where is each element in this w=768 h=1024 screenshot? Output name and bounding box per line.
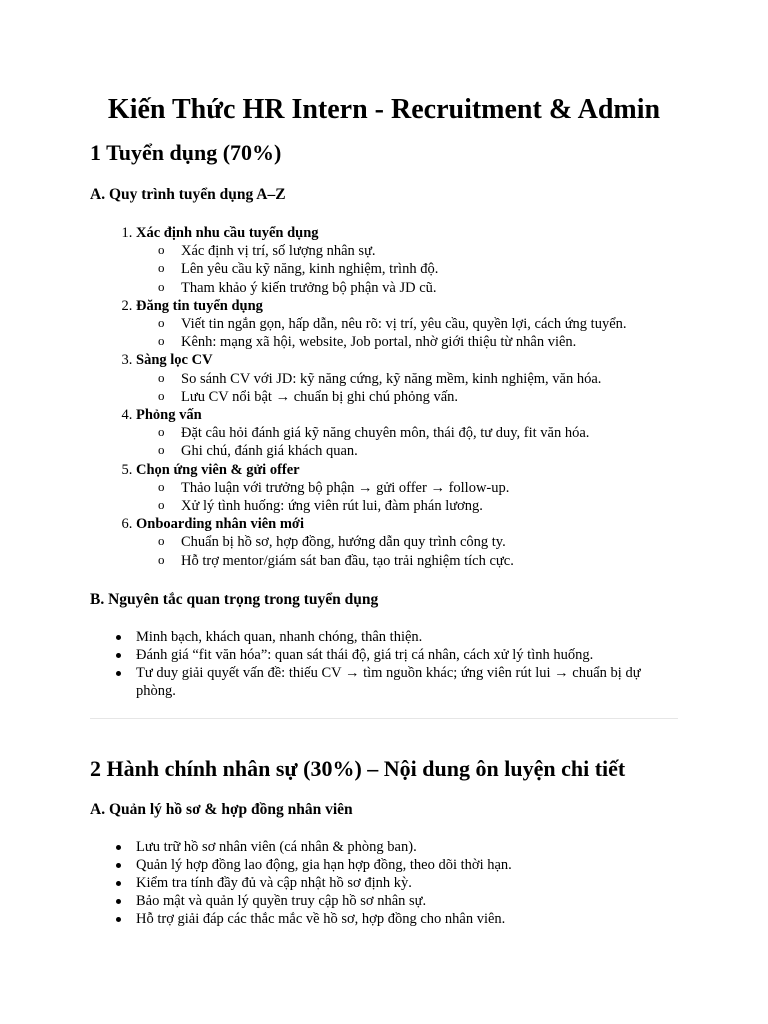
list-item: Hỗ trợ giải đáp các thắc mắc về hồ sơ, hợp đồng cho nhân viên.: [136, 910, 678, 928]
step-sub-list: [136, 424, 678, 460]
step-item: [136, 224, 678, 297]
list-item: Bảo mật và quản lý quyền truy cập hồ sơ nhân sự.: [136, 892, 678, 910]
list-item: Kiểm tra tính đầy đủ và cập nhật hồ sơ định kỳ.: [136, 874, 678, 892]
step-item: [136, 351, 678, 406]
section-1b-heading: B. Nguyên tắc quan trọng trong tuyển dụng: [90, 590, 379, 608]
step-sub-list: [136, 479, 678, 515]
sub-item: o Đặt câu hỏi đánh giá kỹ năng chuyên môn, thái độ, tư duy, fit văn hóa.: [181, 424, 678, 442]
step-title: Onboarding nhân viên mới: [136, 516, 304, 533]
document-title: Kiến Thức HR Intern - Recruitment & Admin: [107, 94, 661, 125]
step-sub-list: [136, 533, 678, 569]
step-sub-list: [136, 370, 678, 406]
sub-item: o Lưu CV nổi bật → chuẩn bị ghi chú phỏng vấn.: [181, 388, 678, 406]
records-contracts-list: [90, 838, 678, 929]
sub-item: o Ghi chú, đánh giá khách quan.: [181, 442, 678, 460]
sub-item: o Thảo luận với trưởng bộ phận → gửi offer → follow-up.: [181, 479, 678, 497]
list-item: Lưu trữ hồ sơ nhân viên (cá nhân & phòng ban).: [136, 838, 678, 856]
step-item: [136, 515, 678, 570]
step-item: [136, 406, 678, 461]
step-item: [136, 297, 678, 352]
section-1-heading: 1 Tuyển dụng (70%): [90, 140, 282, 165]
section-divider: [90, 718, 678, 719]
sub-item: o Lên yêu cầu kỹ năng, kinh nghiệm, trình độ.: [181, 260, 678, 278]
sub-item: o Xử lý tình huống: ứng viên rút lui, đàm phán lương.: [181, 497, 678, 515]
step-title: Đăng tin tuyển dụng: [136, 297, 263, 314]
sub-item: o Hỗ trợ mentor/giám sát ban đầu, tạo trải nghiệm tích cực.: [181, 552, 678, 570]
step-title: Chọn ứng viên & gửi offer: [136, 461, 300, 478]
list-item: Quản lý hợp đồng lao động, gia hạn hợp đồng, theo dõi thời hạn.: [136, 856, 678, 874]
step-title: Xác định nhu cầu tuyển dụng: [136, 225, 319, 241]
recruitment-steps-list: [90, 224, 678, 570]
step-sub-list: [136, 315, 678, 351]
section-2-heading: 2 Hành chính nhân sự (30%) – Nội dung ôn luyện chi tiết: [90, 755, 626, 781]
sub-item: o Viết tin ngắn gọn, hấp dẫn, nêu rõ: vị trí, yêu cầu, quyền lợi, cách ứng tuyển.: [181, 315, 678, 333]
step-title: Sàng lọc CV: [136, 352, 213, 369]
section-2a-heading: A. Quản lý hồ sơ & hợp đồng nhân viên: [90, 800, 353, 818]
list-item: Tư duy giải quyết vấn đề: thiếu CV → tìm nguồn khác; ứng viên rút lui → chuẩn bị dự phòng.: [136, 664, 678, 700]
list-item: Minh bạch, khách quan, nhanh chóng, thân thiện.: [136, 628, 678, 646]
step-item: [136, 461, 678, 516]
section-1a-heading: A. Quy trình tuyển dụng A–Z: [90, 186, 286, 203]
sub-item: o So sánh CV với JD: kỹ năng cứng, kỹ năng mềm, kinh nghiệm, văn hóa.: [181, 370, 678, 388]
sub-item: o Kênh: mạng xã hội, website, Job portal, nhờ giới thiệu từ nhân viên.: [181, 333, 678, 351]
sub-item: o Xác định vị trí, số lượng nhân sự.: [181, 242, 678, 260]
list-item: Đánh giá “fit văn hóa”: quan sát thái độ, giá trị cá nhân, cách xử lý tình huống.: [136, 646, 678, 664]
step-title: Phỏng vấn: [136, 407, 202, 424]
step-sub-list: [136, 242, 678, 297]
sub-item: o Tham khảo ý kiến trưởng bộ phận và JD cũ.: [181, 279, 678, 297]
sub-item: o Chuẩn bị hồ sơ, hợp đồng, hướng dẫn quy trình công ty.: [181, 533, 678, 551]
principles-list: [90, 628, 678, 701]
